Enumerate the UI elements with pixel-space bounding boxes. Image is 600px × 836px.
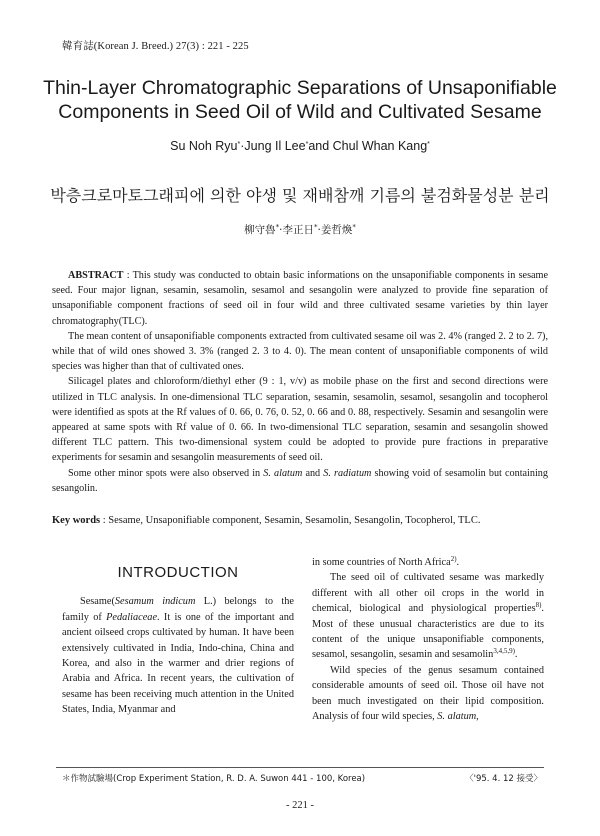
- korean-author-1: 柳守魯: [244, 224, 276, 236]
- keywords: [52, 513, 552, 528]
- species-name: S. radiatum: [323, 467, 372, 479]
- affiliation-mark: *: [314, 223, 318, 231]
- keywords-label: Key words: [52, 515, 101, 526]
- affiliation-mark: *: [352, 223, 356, 231]
- abstract: [52, 268, 548, 496]
- footnote-received-date: 〈'95. 4. 12 接受〉: [465, 774, 542, 784]
- abstract-text-1: : This study was conducted to obtain basic informations on the unsaponifiable components in sesame seed. Four major lignan, sesamin, sesamolin, sesamol and sesangolin were analyzed to provide fine separation of unsaponifiable component fractions of seed oil in four wild and three cultivated sesame varieties by thin layer chromatography(TLC).: [52, 270, 548, 327]
- footnote: [62, 772, 542, 784]
- affiliation-mark: *: [305, 141, 309, 148]
- reference-mark: 8): [535, 601, 542, 610]
- author-1: Su Noh Ryu: [170, 139, 238, 153]
- korean-author-list: [40, 222, 560, 237]
- species-name: Sesamum indicum: [114, 596, 196, 608]
- intro-text: . It is one of the important and ancient oilseed crops cultivated by human. It have been extensively cultivated in India, Indo-china, China and Korea, and also in the warmer and drier regions of Arabia and Africa. In recent years, the cultivation of sesame has been receiving much attention in the United States, India, Myanmar and: [62, 611, 294, 716]
- affiliation-mark: *: [275, 223, 280, 231]
- keywords-text: : Sesame, Unsaponifiable component, Sesamin, Sesamolin, Sesangolin, Tocopherol, TLC.: [100, 515, 481, 526]
- abstract-text-4a: Some other minor spots were also observed in: [68, 467, 264, 479]
- abstract-text-4c: showing void of sesamolin but containing sesangolin.: [52, 467, 548, 494]
- intro-text: The seed oil of cultivated sesame was markedly different with all other oil crops in the world in chemical, biological and physiological properties: [312, 572, 544, 615]
- abstract-label: ABSTRACT: [68, 270, 124, 281]
- reference-mark: 2): [450, 555, 457, 563]
- intro-paragraph-2: [312, 570, 544, 662]
- intro-paragraph-3: [312, 663, 544, 725]
- intro-text: in some countries of North Africa: [312, 557, 451, 568]
- intro-text: . Most of these unusual characteristics are due to its content of the unique unsaponifiable components, sesamol, sesangolin, sesamin and sesamolin: [312, 603, 544, 661]
- intro-paragraph-1: [62, 594, 294, 717]
- author-3: and Chul Whan Kang: [308, 139, 428, 153]
- species-name: S. alatum,: [437, 711, 479, 723]
- paper-title: [40, 76, 560, 124]
- abstract-text-4b: and: [302, 467, 324, 479]
- reference-mark: 3,4,5,9): [493, 647, 515, 656]
- footnote-affiliation: ＊作物試驗場(Crop Experiment Station, R. D. A. Suwon 441 - 100, Korea): [62, 774, 366, 784]
- intro-text: Sesame(: [80, 596, 115, 608]
- affiliation-mark: *: [427, 141, 430, 148]
- intro-text: Wild species of the genus sesamum contained considerable amounts of seed oil. Those oil have not been much investigated on their lipid composition. Analysis of four wild species,: [312, 664, 544, 723]
- korean-author-3: ·姜哲煥: [317, 224, 353, 236]
- intro-paragraph-continued: [312, 555, 544, 570]
- left-column: [62, 555, 294, 718]
- korean-author-2: ·李正日: [279, 224, 314, 236]
- page-number: - 221 -: [286, 800, 314, 811]
- journal-citation: 韓育誌(Korean J. Breed.) 27(3) : 221 - 225: [62, 41, 249, 52]
- right-column: [312, 555, 544, 724]
- affiliation-mark: *: [237, 141, 241, 148]
- intro-text: .: [514, 649, 518, 661]
- section-heading-introduction: INTRODUCTION: [117, 564, 239, 581]
- author-list: [40, 139, 560, 153]
- intro-text: .: [456, 557, 460, 568]
- title-line-2: Components in Seed Oil of Wild and Cultivated Sesame: [58, 101, 542, 123]
- abstract-paragraph-2: The mean content of unsaponifiable components extracted from cultivated sesame oil was 2. 4% (ranged 2. 2 to 2. 7), while that of wild ones showed 3. 3% (ranged 2. 3 to 4. 0). The mean content of unsaponifiable components of wild species was higher than that of cultivated ones.: [52, 330, 548, 373]
- title-line-1: Thin-Layer Chromatographic Separations of Unsaponifiable: [43, 77, 557, 99]
- family-name: Pedaliaceae: [106, 611, 158, 623]
- abstract-paragraph-3: Silicagel plates and chloroform/diethyl ether (9 : 1, v/v) as mobile phase on the first and second directions were utilized in TLC analysis. In one-dimensional TLC separation, sesamin, sesamolin, sesamol, sesangolin and tocopherol were identified as spots at the Rf values of 0. 66, 0. 76, 0. 52, 0. 66 and 0. 88, respectively. Sesamin and sesangolin were appeared at same spots with Rf value of 0. 66. In two-dimensional TLC separation, sesamin and sesangolin showed different TLC pattern. This two-dimensional system could be adopted to provide pure fractions in preparative experiments for sesamin and sesangolin measurements of seed oil.: [52, 376, 548, 464]
- species-name: S. alatum: [263, 467, 303, 479]
- korean-title: 박층크로마토그래피에 의한 야생 및 재배참깨 기름의 불검화물성분 분리: [50, 186, 550, 205]
- abstract-paragraph-4: [52, 466, 548, 496]
- footnote-divider: [56, 767, 544, 768]
- intro-text: L.) belongs to the family of: [62, 596, 294, 623]
- author-2: ·Jung Il Lee: [240, 139, 306, 153]
- abstract-paragraph-1: [52, 268, 548, 329]
